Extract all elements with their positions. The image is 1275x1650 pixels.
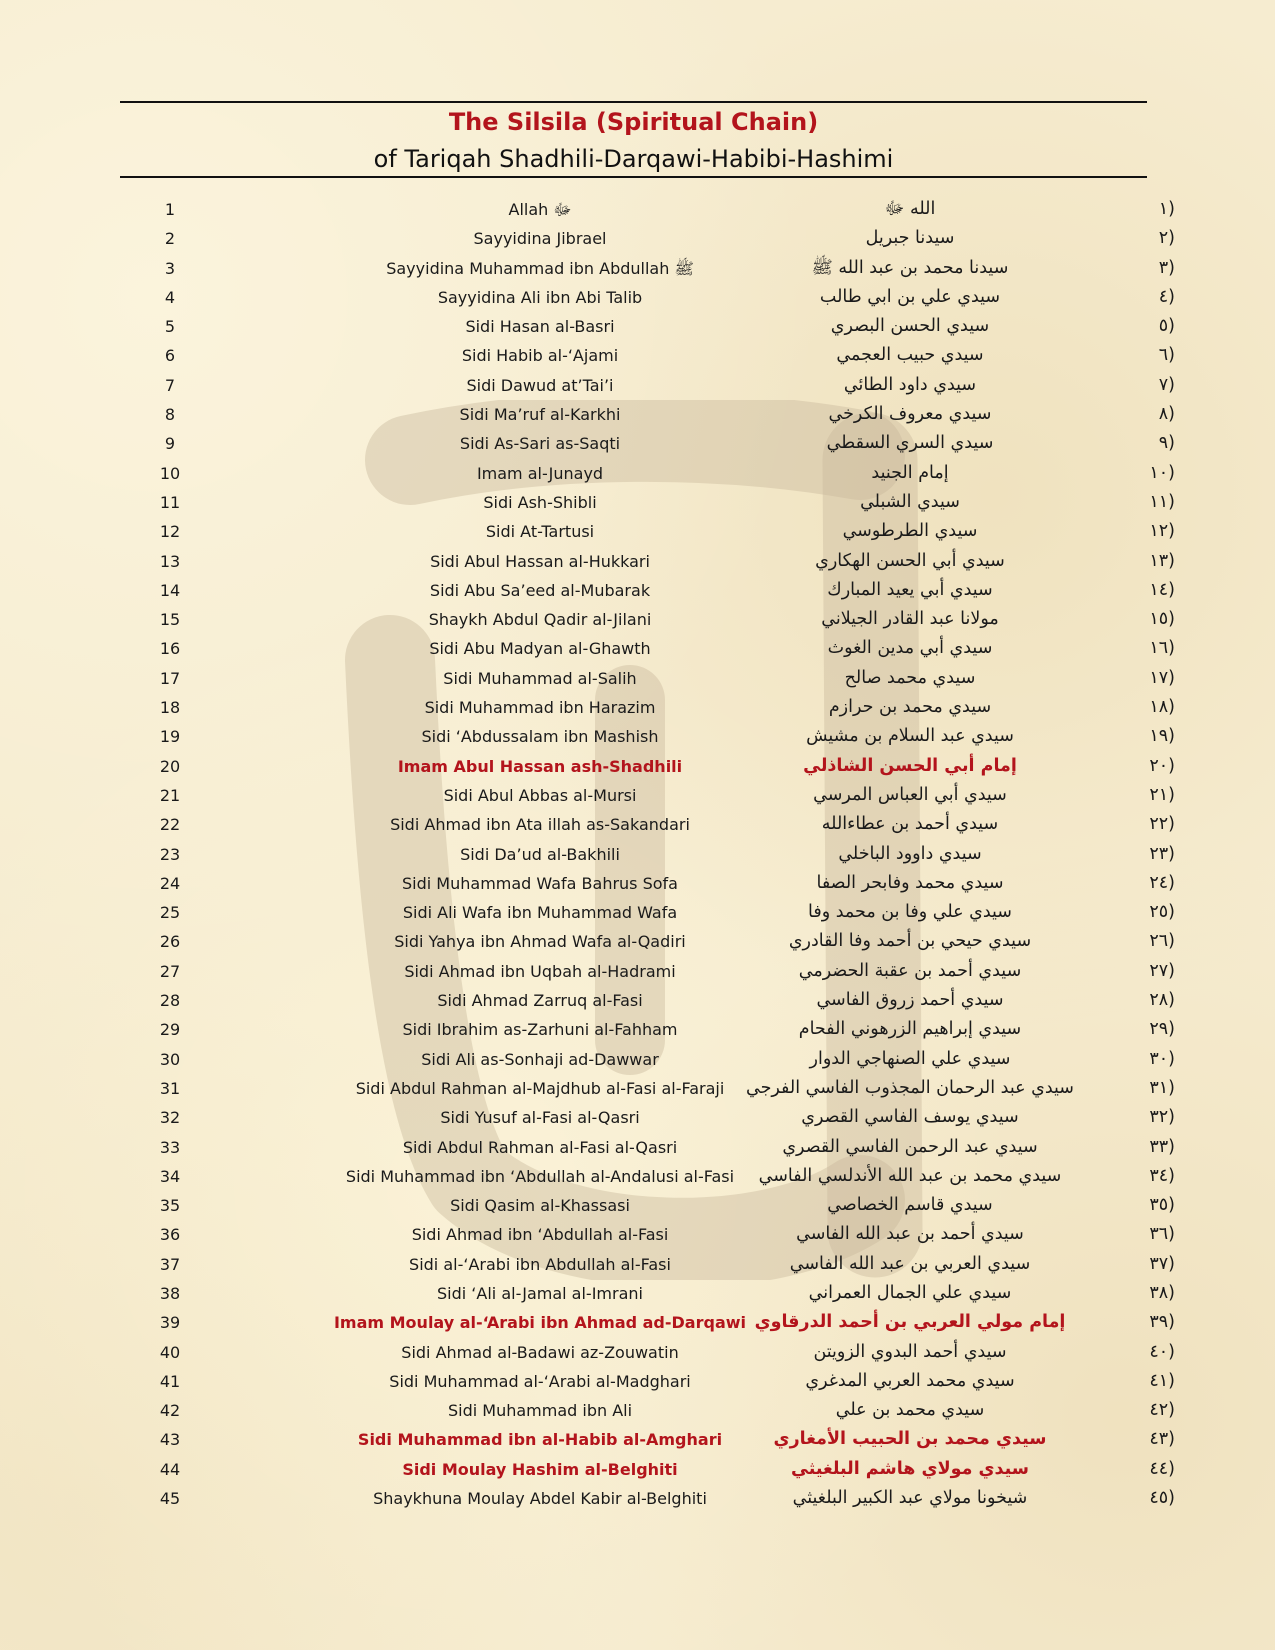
page-title: The Silsila (Spiritual Chain) xyxy=(448,108,819,136)
entry-name-arabic: سيدي أحمد بن عبد الله الفاسي xyxy=(796,1224,1024,1245)
entry-number: 15 xyxy=(159,610,181,630)
entry-name-arabic: سيدي أبي الحسن الهكاري xyxy=(815,550,1005,571)
list-item xyxy=(120,224,1175,253)
list-item xyxy=(120,1045,1175,1074)
entry-name-arabic: سيدنا محمد بن عبد الله ﷺ xyxy=(811,257,1009,278)
entry-number-arabic: (٣٨ xyxy=(1149,1282,1175,1303)
list-item xyxy=(120,459,1175,488)
entry-number: 27 xyxy=(159,961,181,981)
entry-name-english: Sidi Dawud at’Tai’i xyxy=(466,375,614,395)
entry-number: 5 xyxy=(164,317,176,337)
entry-name-arabic: سيدي محمد بن عبد الله الأندلسي الفاسي xyxy=(758,1165,1062,1186)
list-item xyxy=(120,869,1175,898)
entry-number-arabic: (٣٩ xyxy=(1149,1312,1175,1333)
entry-name-english: Sidi Qasim al-Khassasi xyxy=(450,1196,630,1216)
entry-number: 45 xyxy=(159,1489,181,1509)
entry-number-arabic: (٨ xyxy=(1158,404,1175,425)
entry-number-arabic: (١٢ xyxy=(1149,521,1175,542)
entry-number-arabic: (١ xyxy=(1158,199,1175,219)
list-item xyxy=(120,1191,1175,1220)
header-bottom-rule xyxy=(120,176,1147,178)
entry-name-arabic: سيدي أبي العباس المرسي xyxy=(813,784,1007,805)
entry-number: 17 xyxy=(159,668,181,688)
list-item xyxy=(120,1074,1175,1103)
list-item xyxy=(120,1103,1175,1132)
entry-number: 16 xyxy=(159,639,181,659)
entry-number: 20 xyxy=(159,756,181,776)
entry-name-arabic: سيدي محمد العربي المدغري xyxy=(805,1370,1015,1391)
list-item xyxy=(120,429,1175,458)
entry-name-arabic: سيدي عبد السلام بن مشيش xyxy=(806,726,1014,747)
list-item xyxy=(120,1396,1175,1425)
entry-name-english: Sidi Abdul Rahman al-Majdhub al-Fasi al-Faraji xyxy=(355,1078,725,1098)
entry-name-arabic: شيخونا مولاي عبد الكبير البلغيثي xyxy=(792,1488,1028,1509)
entry-number-arabic: (٢٥ xyxy=(1149,902,1175,923)
list-item xyxy=(120,1308,1175,1337)
entry-number-arabic: (٩ xyxy=(1158,433,1175,454)
entry-name-arabic: سيدي محمد بن الحبيب الأمغاري xyxy=(773,1429,1047,1450)
list-item xyxy=(120,1425,1175,1454)
entry-name-arabic: سيدي حبيب العجمي xyxy=(836,345,984,366)
list-item xyxy=(120,400,1175,429)
list-item xyxy=(120,986,1175,1015)
entry-number: 25 xyxy=(159,903,181,923)
entry-number-arabic: (٣ xyxy=(1158,257,1175,278)
entry-name-arabic: سيدي أحمد البدوي الزويتن xyxy=(813,1341,1007,1362)
list-item xyxy=(120,1162,1175,1191)
entry-name-english: Sidi Ahmad ibn Uqbah al-Hadrami xyxy=(404,961,676,981)
entry-name-english: Sidi Yahya ibn Ahmad Wafa al-Qadiri xyxy=(394,932,686,952)
entry-name-arabic: سيدي الشبلي xyxy=(860,491,960,512)
entry-name-arabic: سيدي أحمد بن عقبة الحضرمي xyxy=(798,960,1022,981)
entry-name-arabic: مولانا عبد القادر الجيلاني xyxy=(821,609,999,630)
entry-name-arabic: سيدي يوسف الفاسي القصري xyxy=(801,1107,1019,1128)
entry-number-arabic: (٣٠ xyxy=(1149,1048,1175,1069)
list-item xyxy=(120,957,1175,986)
entry-number: 42 xyxy=(159,1401,181,1421)
entry-name-arabic: سيدي داوود الباخلي xyxy=(838,843,982,864)
entry-name-english: Imam al-Junayd xyxy=(476,463,604,483)
list-item xyxy=(120,1484,1175,1513)
entry-number: 4 xyxy=(164,287,176,307)
list-item xyxy=(120,1279,1175,1308)
entry-number-arabic: (٢ xyxy=(1158,228,1175,249)
entry-number: 38 xyxy=(159,1283,181,1303)
entry-number: 9 xyxy=(164,434,176,454)
entry-name-arabic: إمام أبي الحسن الشاذلي xyxy=(803,755,1017,776)
entry-name-arabic: سيدنا جبريل xyxy=(865,228,955,249)
entry-number-arabic: (١٦ xyxy=(1149,638,1175,659)
entry-name-arabic: سيدي معروف الكرخي xyxy=(828,404,992,425)
entry-name-arabic: سيدي علي وفا بن محمد وفا xyxy=(808,902,1012,923)
entry-number: 31 xyxy=(159,1078,181,1098)
silsila-list xyxy=(120,195,1175,1513)
list-item xyxy=(120,547,1175,576)
entry-number: 37 xyxy=(159,1254,181,1274)
entry-name-arabic: سيدي العربي بن عبد الله الفاسي xyxy=(789,1253,1031,1274)
entry-number-arabic: (١١ xyxy=(1149,491,1175,512)
entry-number-arabic: (١٤ xyxy=(1149,579,1175,600)
entry-number: 40 xyxy=(159,1342,181,1362)
entry-name-english: Sidi ‘Abdussalam ibn Mashish xyxy=(421,727,659,747)
list-item xyxy=(120,254,1175,283)
entry-name-english: Sidi Ali Wafa ibn Muhammad Wafa xyxy=(402,903,678,923)
entry-name-english: Sidi Abu Madyan al-Ghawth xyxy=(429,639,651,659)
entry-number-arabic: (٤١ xyxy=(1149,1370,1175,1391)
list-item xyxy=(120,693,1175,722)
entry-number: 30 xyxy=(159,1049,181,1069)
entry-number-arabic: (٣٢ xyxy=(1149,1107,1175,1128)
entry-number-arabic: (٣٧ xyxy=(1149,1253,1175,1274)
entry-name-english: Sidi Ma’ruf al-Karkhi xyxy=(459,405,621,425)
entry-number: 29 xyxy=(159,1020,181,1040)
entry-number-arabic: (٢٨ xyxy=(1149,990,1175,1011)
entry-number-arabic: (٤٢ xyxy=(1149,1400,1175,1421)
entry-number-arabic: (٣١ xyxy=(1149,1077,1175,1098)
entry-name-english: Allah ﷻ xyxy=(508,200,572,219)
entry-number-arabic: (٢١ xyxy=(1149,784,1175,805)
entry-name-english: Sidi Ahmad ibn Ata illah as-Sakandari xyxy=(390,815,690,835)
entry-name-english: Sidi Ahmad Zarruq al-Fasi xyxy=(437,991,643,1011)
entry-number: 39 xyxy=(159,1313,181,1333)
entry-name-english: Sidi Muhammad al-‘Arabi al-Madghari xyxy=(389,1371,691,1391)
list-item xyxy=(120,517,1175,546)
list-item xyxy=(120,1455,1175,1484)
entry-name-english: Shaykh Abdul Qadir al-Jilani xyxy=(428,610,652,630)
entry-name-arabic: سيدي الحسن البصري xyxy=(830,316,990,337)
entry-number: 28 xyxy=(159,991,181,1011)
entry-name-arabic: سيدي حيحي بن أحمد وفا القادري xyxy=(788,931,1032,952)
entry-number: 24 xyxy=(159,873,181,893)
list-item xyxy=(120,1367,1175,1396)
list-item xyxy=(120,1015,1175,1044)
entry-name-arabic: سيدي محمد صالح xyxy=(844,667,976,688)
list-item xyxy=(120,1338,1175,1367)
entry-name-english: Sidi Muhammad al-Salih xyxy=(443,668,637,688)
entry-number: 26 xyxy=(159,932,181,952)
entry-number: 43 xyxy=(159,1430,181,1450)
entry-name-english: Imam Moulay al-‘Arabi ibn Ahmad ad-Darqawi xyxy=(333,1313,747,1333)
entry-name-english: Sayyidina Muhammad ibn Abdullah ﷺ xyxy=(386,258,694,278)
entry-name-english: Sidi At-Tartusi xyxy=(485,522,595,542)
entry-name-english: Sidi Ali as-Sonhaji ad-Dawwar xyxy=(421,1049,659,1069)
entry-name-arabic: سيدي عبد الرحمن الفاسي القصري xyxy=(782,1136,1038,1157)
entry-number-arabic: (١٩ xyxy=(1149,726,1175,747)
entry-number-arabic: (٣٦ xyxy=(1149,1224,1175,1245)
entry-name-english: Sidi al-‘Arabi ibn Abdullah al-Fasi xyxy=(409,1254,671,1274)
entry-name-arabic: سيدي علي بن ابي طالب xyxy=(819,286,1001,307)
entry-name-english: Sidi Abdul Rahman al-Fasi al-Qasri xyxy=(402,1137,678,1157)
entry-name-english: Sidi Muhammad ibn Harazim xyxy=(424,698,656,718)
entry-name-english: Sidi Muhammad ibn al-Habib al-Amghari xyxy=(357,1430,723,1450)
entry-number-arabic: (١٨ xyxy=(1149,697,1175,718)
entry-number: 14 xyxy=(159,580,181,600)
entry-number-arabic: (٢٤ xyxy=(1149,872,1175,893)
entry-name-arabic: الله ﷻ xyxy=(884,199,936,219)
entry-number-arabic: (٤٤ xyxy=(1149,1458,1175,1479)
entry-name-arabic: سيدي السري السقطي xyxy=(826,433,994,454)
entry-number: 19 xyxy=(159,727,181,747)
entry-number: 8 xyxy=(164,405,176,425)
entry-number-arabic: (٣٣ xyxy=(1149,1136,1175,1157)
entry-number: 10 xyxy=(159,463,181,483)
entry-number: 2 xyxy=(164,229,176,249)
entry-name-english: Sidi Ahmad al-Badawi az-Zouwatin xyxy=(401,1342,679,1362)
entry-name-arabic: سيدي أحمد بن عطاءالله xyxy=(821,814,999,835)
list-item xyxy=(120,898,1175,927)
entry-name-arabic: سيدي أبي يعيد المبارك xyxy=(827,579,993,600)
list-item xyxy=(120,312,1175,341)
entry-number: 1 xyxy=(164,200,176,219)
list-item xyxy=(120,283,1175,312)
page-subtitle: of Tariqah Shadhili-Darqawi-Habibi-Hashimi xyxy=(373,145,894,173)
entry-name-english: Sidi Ibrahim as-Zarhuni al-Fahham xyxy=(402,1020,678,1040)
entry-name-english: Imam Abul Hassan ash-Shadhili xyxy=(397,756,683,776)
list-item xyxy=(120,371,1175,400)
list-item xyxy=(120,1250,1175,1279)
entry-name-english: Sidi ‘Ali al-Jamal al-Imrani xyxy=(437,1283,643,1303)
entry-name-arabic: سيدي أبي مدين الغوث xyxy=(827,638,993,659)
entry-name-arabic: سيدي إبراهيم الزرهوني الفحام xyxy=(798,1019,1022,1040)
list-item xyxy=(120,634,1175,663)
entry-name-english: Sidi As-Sari as-Saqti xyxy=(459,434,621,454)
entry-name-arabic: سيدي محمد بن حرازم xyxy=(828,697,992,718)
entry-name-arabic: سيدي داود الطائي xyxy=(843,374,977,395)
entry-name-arabic: سيدي عبد الرحمان المجذوب الفاسي الفرجي xyxy=(746,1077,1074,1098)
list-item xyxy=(120,927,1175,956)
entry-name-english: Sidi Muhammad ibn ‘Abdullah al-Andalusi al-Fasi xyxy=(345,1166,735,1186)
entry-name-english: Shaykhuna Moulay Abdel Kabir al-Belghiti xyxy=(373,1489,707,1509)
entry-name-english: Sidi Muhammad ibn Ali xyxy=(447,1401,633,1421)
entry-number: 44 xyxy=(159,1459,181,1479)
entry-name-english: Sidi Abul Abbas al-Mursi xyxy=(443,785,637,805)
entry-name-english: Sidi Da’ud al-Bakhili xyxy=(460,844,620,864)
entry-number-arabic: (٢٦ xyxy=(1149,931,1175,952)
entry-number: 32 xyxy=(159,1108,181,1128)
entry-name-arabic: سيدي محمد بن علي xyxy=(835,1400,985,1421)
header-top-rule xyxy=(120,101,1147,103)
entry-number: 33 xyxy=(159,1137,181,1157)
entry-number-arabic: (٤٥ xyxy=(1149,1488,1175,1509)
entry-number: 41 xyxy=(159,1371,181,1391)
entry-number-arabic: (١٧ xyxy=(1149,667,1175,688)
entry-number: 12 xyxy=(159,522,181,542)
entry-number-arabic: (٥ xyxy=(1158,316,1175,337)
list-item xyxy=(120,605,1175,634)
entry-name-arabic: إمام الجنيد xyxy=(871,462,949,483)
entry-number-arabic: (١٥ xyxy=(1149,609,1175,630)
entry-number: 6 xyxy=(164,346,176,366)
entry-name-english: Sayyidina Ali ibn Abi Talib xyxy=(437,287,643,307)
entry-name-english: Sidi Abu Sa’eed al-Mubarak xyxy=(429,580,651,600)
entry-number-arabic: (٣٤ xyxy=(1149,1165,1175,1186)
entry-number-arabic: (٤ xyxy=(1158,286,1175,307)
entry-name-arabic: سيدي قاسم الخصاصي xyxy=(827,1195,993,1216)
entry-name-english: Sidi Muhammad Wafa Bahrus Sofa xyxy=(402,873,678,893)
entry-name-english: Sidi Habib al-‘Ajami xyxy=(461,346,619,366)
entry-number: 13 xyxy=(159,551,181,571)
entry-number: 34 xyxy=(159,1166,181,1186)
entry-number-arabic: (٣٥ xyxy=(1149,1195,1175,1216)
list-item xyxy=(120,195,1175,224)
entry-number-arabic: (٧ xyxy=(1158,374,1175,395)
entry-number-arabic: (٢٢ xyxy=(1149,814,1175,835)
entry-name-arabic: سيدي الطرطوسي xyxy=(842,521,978,542)
entry-number: 35 xyxy=(159,1196,181,1216)
entry-number: 18 xyxy=(159,698,181,718)
entry-number: 11 xyxy=(159,492,181,512)
list-item xyxy=(120,576,1175,605)
list-item xyxy=(120,664,1175,693)
list-item xyxy=(120,722,1175,751)
entry-name-english: Sidi Moulay Hashim al-Belghiti xyxy=(402,1459,678,1479)
list-item xyxy=(120,781,1175,810)
entry-name-arabic: سيدي مولاي هاشم البلغيثي xyxy=(790,1458,1030,1479)
entry-name-arabic: سيدي علي الصنهاجي الدوار xyxy=(809,1048,1011,1069)
list-item xyxy=(120,488,1175,517)
list-item xyxy=(120,810,1175,839)
entry-number-arabic: (٤٣ xyxy=(1149,1429,1175,1450)
entry-name-english: Sidi Ahmad ibn ‘Abdullah al-Fasi xyxy=(411,1225,669,1245)
list-item xyxy=(120,1220,1175,1249)
entry-number-arabic: (٢٧ xyxy=(1149,960,1175,981)
list-item xyxy=(120,341,1175,370)
entry-name-arabic: إمام مولي العربي بن أحمد الدرقاوي xyxy=(754,1312,1066,1333)
entry-number-arabic: (١٣ xyxy=(1149,550,1175,571)
entry-number-arabic: (٢٣ xyxy=(1149,843,1175,864)
entry-name-english: Sidi Ash-Shibli xyxy=(483,492,597,512)
entry-number: 3 xyxy=(164,258,176,278)
entry-name-english: Sayyidina Jibrael xyxy=(473,229,607,249)
entry-number-arabic: (٢٩ xyxy=(1149,1019,1175,1040)
entry-number-arabic: (٢٠ xyxy=(1149,755,1175,776)
entry-name-english: Sidi Abul Hassan al-Hukkari xyxy=(430,551,650,571)
list-item xyxy=(120,1133,1175,1162)
entry-number: 22 xyxy=(159,815,181,835)
entry-number: 36 xyxy=(159,1225,181,1245)
entry-name-arabic: سيدي علي الجمال العمراني xyxy=(808,1282,1012,1303)
list-item xyxy=(120,840,1175,869)
entry-name-arabic: سيدي محمد وفابحر الصفا xyxy=(816,872,1004,893)
entry-name-arabic: سيدي أحمد زروق الفاسي xyxy=(816,990,1004,1011)
entry-number: 23 xyxy=(159,844,181,864)
entry-name-english: Sidi Yusuf al-Fasi al-Qasri xyxy=(440,1108,640,1128)
entry-number: 21 xyxy=(159,785,181,805)
entry-number-arabic: (٦ xyxy=(1158,345,1175,366)
entry-number-arabic: (١٠ xyxy=(1149,462,1175,483)
list-item xyxy=(120,752,1175,781)
entry-number-arabic: (٤٠ xyxy=(1149,1341,1175,1362)
entry-name-english: Sidi Hasan al-Basri xyxy=(465,317,615,337)
entry-number: 7 xyxy=(164,375,176,395)
